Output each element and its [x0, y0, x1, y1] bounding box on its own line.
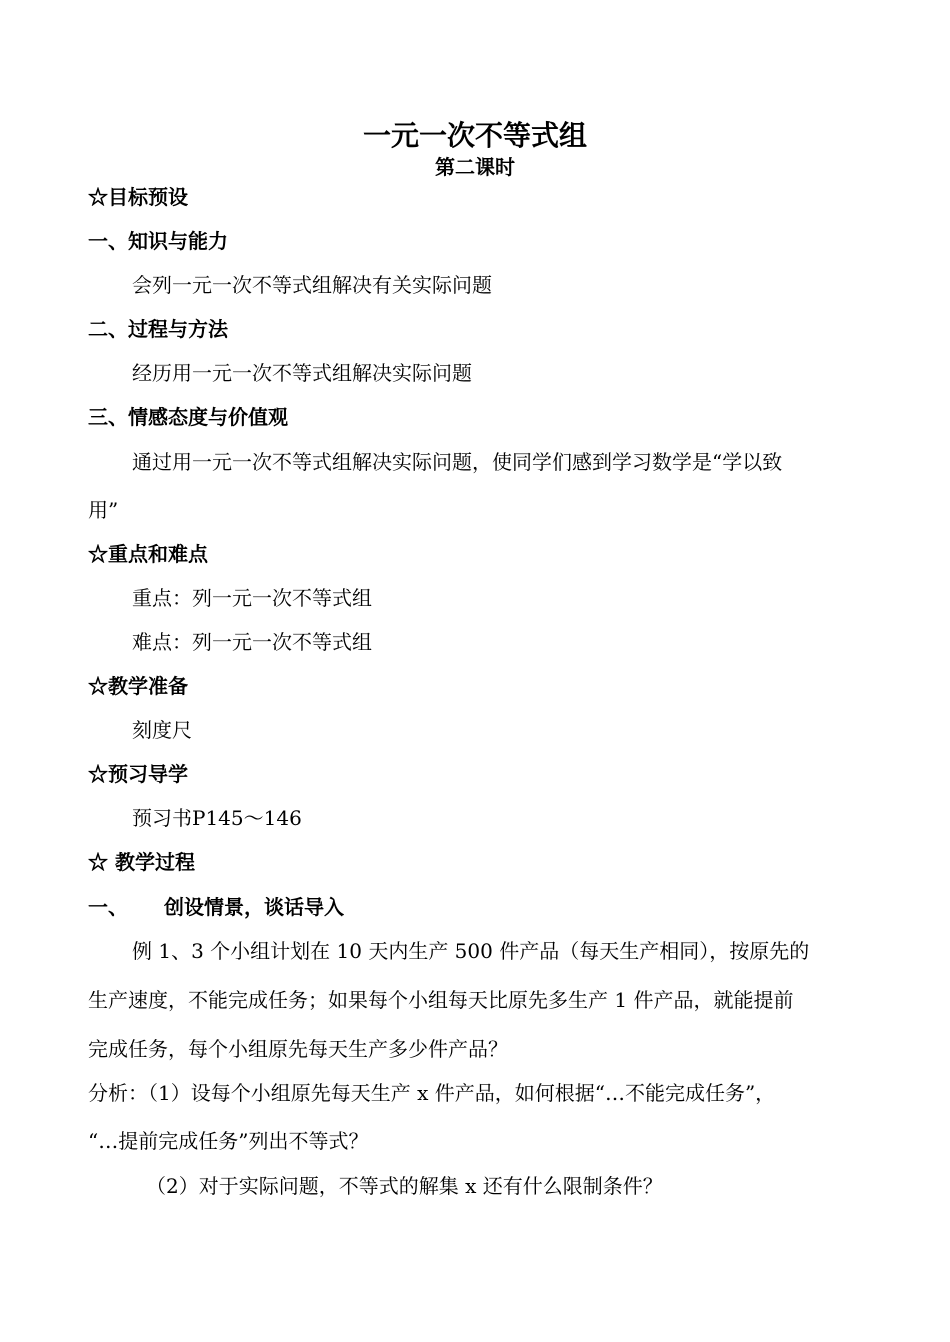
goal-text-attitude-line2: 用” [88, 498, 119, 522]
goal-text-attitude-line1: 通过用一元一次不等式组解决实际问题，使同学们感到学习数学是“学以致 [132, 450, 783, 474]
step-number: 一、 [88, 895, 128, 919]
analysis-text-line2: “…提前完成任务”列出不等式？ [88, 1129, 369, 1153]
section-heading-preview: ☆预习导学 [88, 762, 188, 786]
goal-heading-knowledge: 一、知识与能力 [88, 229, 228, 253]
key-point-text: 重点：列一元一次不等式组 [132, 586, 372, 610]
analysis-text-line3: （2）对于实际问题，不等式的解集 x 还有什么限制条件？ [146, 1174, 663, 1198]
section-heading-goals: ☆目标预设 [88, 185, 188, 209]
difficult-point-text: 难点：列一元一次不等式组 [132, 630, 372, 654]
step-heading [88, 897, 344, 917]
step-title: 创设情景，谈话导入 [164, 895, 344, 919]
document-title: 一元一次不等式组 [362, 119, 587, 152]
example-text-line3: 完成任务，每个小组原先每天生产多少件产品？ [88, 1037, 508, 1061]
example-text-line2: 生产速度，不能完成任务；如果每个小组每天比原先多生产 1 件产品，就能提前 [88, 988, 794, 1012]
goal-text-process: 经历用一元一次不等式组解决实际问题 [132, 361, 472, 385]
goal-heading-attitude: 三、情感态度与价值观 [88, 405, 288, 429]
goal-heading-process: 二、过程与方法 [88, 317, 228, 341]
section-heading-preparation: ☆教学准备 [88, 674, 188, 698]
document-subtitle: 第二课时 [435, 155, 515, 179]
preparation-text: 刻度尺 [132, 718, 192, 742]
section-heading-process: ☆ 教学过程 [88, 850, 195, 874]
preview-text: 预习书P145～146 [132, 806, 302, 830]
section-heading-key-points: ☆重点和难点 [88, 542, 208, 566]
analysis-text-line1: 分析：（1）设每个小组原先每天生产 x 件产品，如何根据“…不能完成任务”， [88, 1081, 776, 1105]
example-text-line1: 例 1、3 个小组计划在 10 天内生产 500 件产品（每天生产相同），按原先的 [132, 939, 810, 963]
goal-text-knowledge: 会列一元一次不等式组解决有关实际问题 [132, 273, 492, 297]
